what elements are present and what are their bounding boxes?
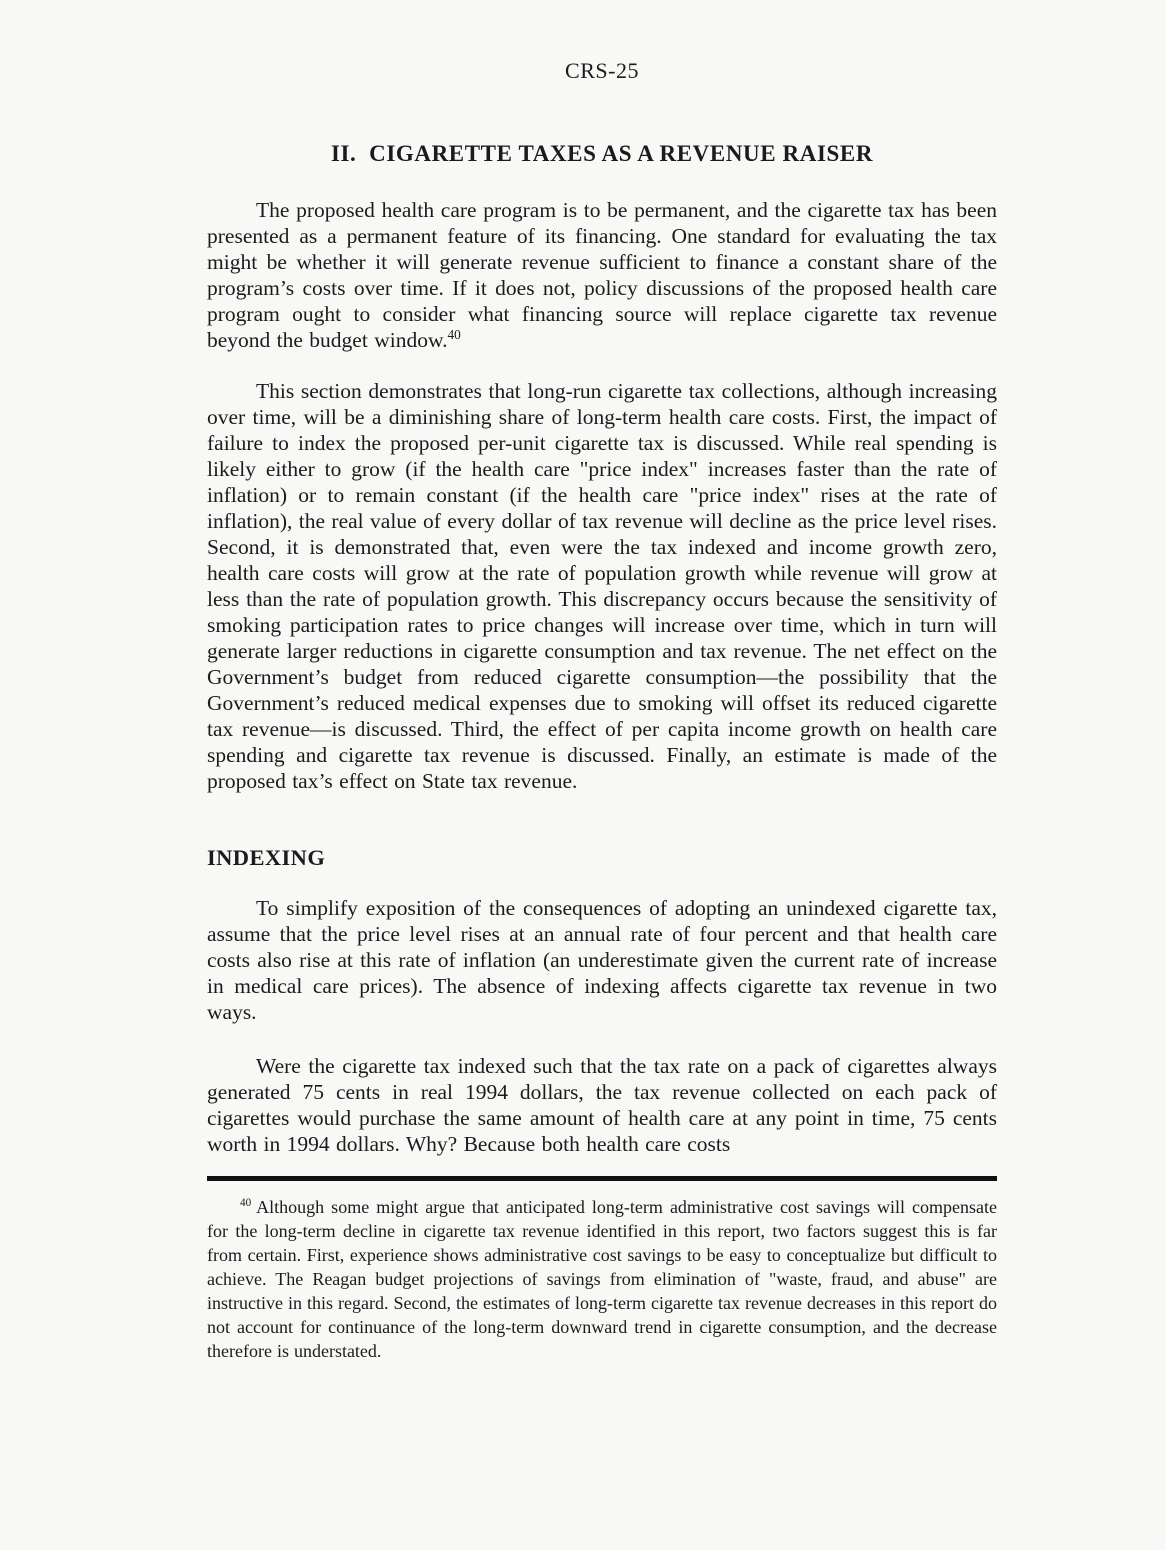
paragraph-indexing-assumptions: To simplify exposition of the consequences of adopting an unindexed cigarette tax, assume that the price level rises at an annual rate of four percent and that health care costs also rise at this rate of inflation (an underestimate given the current rate of increase in medical care prices). The absence of indexing affects cigarette tax revenue in two ways.	[207, 896, 997, 1024]
section-heading: II. CIGARETTE TAXES AS A REVENUE RAISER	[330, 141, 874, 166]
footnote-reference-40: 40	[447, 326, 461, 342]
page-number: CRS-25	[565, 58, 639, 83]
paragraph-1-text: The proposed health care program is to be permanent, and the cigarette tax has been presented as a permanent feature of its financing. One standard for evaluating the tax might be whether it will generate revenue sufficient to finance a constant share of the program’s costs over time. If it does not, policy discussions of the proposed health care program ought to consider what financing source will replace cigarette tax revenue beyond the budget window.	[207, 198, 997, 352]
footnote-text: Although some might argue that anticipated long-term administrative cost savings will compensate for the long-term decline in cigarette tax revenue identified in this report, two factors suggest this is far from certain. First, experience shows administrative cost savings to be easy to conceptualize but difficult to achieve. The Reagan budget projections of savings from elimination of "waste, fraud, and abuse" are instructive in this regard. Second, the estimates of long-term cigarette tax revenue decreases in this report do not account for continuance of the long-term downward trend in cigarette consumption, and the decrease therefore is understated.	[207, 1197, 997, 1361]
paragraph-proposed-program	[207, 197, 997, 353]
paragraph-indexed-tax-example: Were the cigarette tax indexed such that the tax rate on a pack of cigarettes always generated 75 cents in real 1994 dollars, the tax revenue collected on each pack of cigarettes would purchase the same amount of health care at any point in time, 75 cents worth in 1994 dollars. Why? Because both health care costs	[207, 1054, 997, 1156]
page-content-column	[207, 0, 997, 1363]
indexing-heading: INDEXING	[207, 845, 326, 870]
footnote-separator-rule	[207, 1176, 997, 1181]
footnote-40	[207, 1195, 997, 1363]
paragraph-section-overview: This section demonstrates that long-run cigarette tax collections, although increasing over time, will be a diminishing share of long-term health care costs. First, the impact of failure to index the proposed per-unit cigarette tax is discussed. While real spending is likely either to grow (if the health care "price index" increases faster than the rate of inflation) or to remain constant (if the health care "price index" rises at the rate of inflation), the real value of every dollar of tax revenue will decline as the price level rises. Second, it is demonstrated that, even were the tax indexed and income growth zero, health care costs will grow at the rate of population growth while revenue will grow at less than the rate of population growth. This discrepancy occurs because the sensitivity of smoking participation rates to price changes will increase over time, which in turn will generate larger reductions in cigarette consumption and tax revenue. The net effect on the Government’s budget from reduced cigarette consumption—the possibility that the Government’s reduced medical expenses due to smoking will offset its reduced cigarette tax revenue—is discussed. Third, the effect of per capita income growth on health care spending and cigarette tax revenue is discussed. Finally, an estimate is made of the proposed tax’s effect on State tax revenue.	[207, 379, 997, 793]
footnote-marker: 40	[240, 1197, 252, 1209]
